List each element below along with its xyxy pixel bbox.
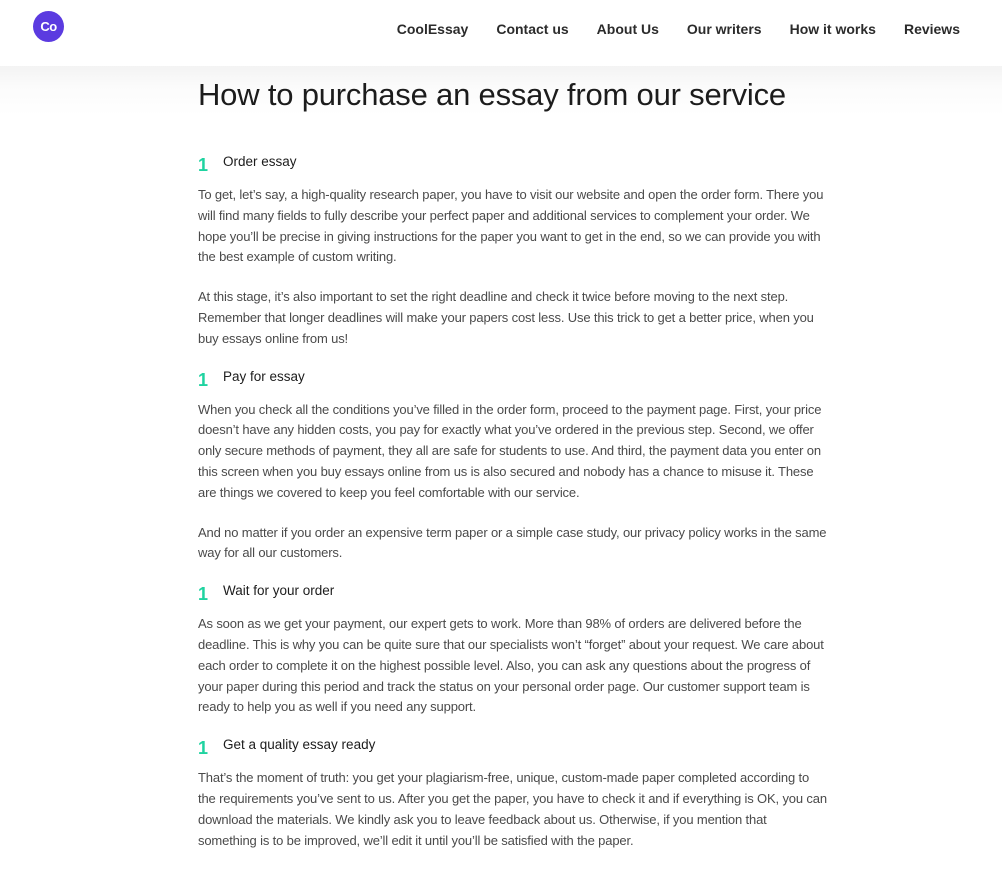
nav-link-our-writers[interactable]: Our writers [686,21,762,37]
step-paragraph: As soon as we get your payment, our expert gets to work. More than 98% of orders are delivered before the deadline. This is why you can be quite sure that our specialists won’t “forget” about your request. We care about each order to complete it on the highest possible level. Also, you can ask any questions about the progress of your paper during this period and track the status on your personal order page. Our customer support team is ready to help you as well if you need any support. [198,616,824,715]
step-title: Order essay [223,154,297,169]
step-order-essay [198,149,828,175]
step-pay-for-essay [198,364,828,390]
step-title: Get a quality essay ready [223,737,376,753]
nav-link-contact-us[interactable]: Contact us [496,21,569,37]
nav-link-about-us[interactable]: About Us [596,21,659,37]
step-paragraph: And no matter if you order an expensive term paper or a simple case study, our privacy policy works in the same way for all our customers. [198,524,827,561]
site-header [0,0,1002,66]
step-number: 1 [198,369,209,390]
step-paragraph: To get, let’s say, a high-quality research paper, you have to visit our website and open the order form. There you will find many fields to fully describe your perfect paper and additional services to complement your order. We hope you’ll be precise in giving instructions for the paper you want to get in the end, so we can provide you with the best example of custom writing. [198,187,824,265]
step-paragraph: At this stage, it’s also important to set the right deadline and check it twice before moving to the next step. Remember that longer deadlines will make your papers cost less. Use this trick to get a better price, when you buy essays online from us! [198,289,814,346]
nav-link-reviews[interactable]: Reviews [903,21,960,37]
step-number: 1 [198,584,209,605]
step-wait-for-order [198,578,828,605]
nav-link-coolessay[interactable]: CoolEssay [396,21,469,37]
step-paragraph: That’s the moment of truth: you get your plagiarism-free, unique, custom-made paper completed according to the requirements you’ve sent to us. After you get the paper, you have to check it and if everything is OK, you can download the materials. We kindly ask you to leave feedback about us. Otherwise, if you mention that something is to be improved, we’ll edit it until you’ll be satisfied with the paper. [198,770,827,848]
step-number: 1 [198,738,209,759]
main-nav [397,20,960,38]
logo[interactable]: Co [33,11,64,42]
step-title: Wait for your order [223,583,335,599]
step-paragraph: When you check all the conditions you’ve filled in the order form, proceed to the payment page. First, your price doesn’t have any hidden costs, you pay for exactly what you’ve ordered in the previous step. Second, we offer only secure methods of payment, they all are safe for students to use. And third, the payment data you enter on this screen when you buy essays online from us is also secured and nobody has a chance to misuse it. These are things we covered to keep you feel comfortable with our service. [198,401,822,500]
step-get-essay-ready [198,732,828,759]
nav-link-how-it-works[interactable]: How it works [789,21,876,37]
step-title: Pay for essay [223,368,305,384]
main-content [198,76,828,851]
page-title: How to purchase an essay from our service [198,77,786,112]
step-number: 1 [198,155,209,175]
